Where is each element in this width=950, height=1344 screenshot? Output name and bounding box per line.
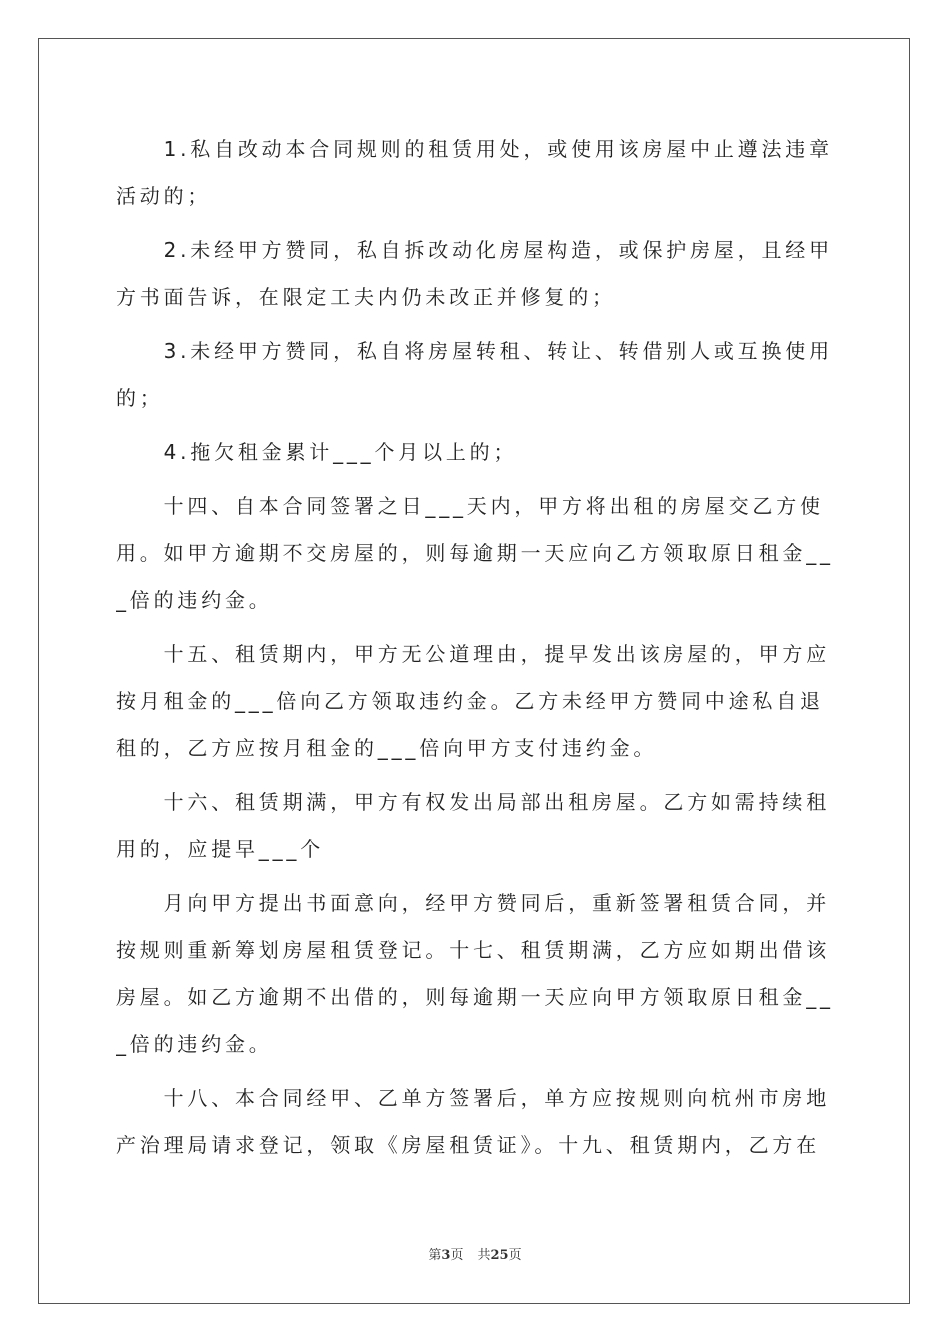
footer-total-suffix: 页 [508,1248,522,1263]
text-line: 房屋。如乙方逾期不出借的，则每逾期一天应向甲方领取原日租金__ [116,985,834,1009]
text-line: 的； [116,386,164,410]
text-line: 十六、租赁期满，甲方有权发出局部出租房屋。乙方如需持续租 [116,790,830,814]
paragraph [116,779,836,873]
text-line: 方书面告诉，在限定工夫内仍未改正并修复的； [116,285,616,309]
text-line: 租的，乙方应按月租金的___倍向甲方支付违约金。 [116,736,658,760]
total-page-count: 25 [490,1248,509,1263]
footer-prefix: 第 [428,1248,442,1263]
text-line: 月向甲方提出书面意向，经甲方赞同后，重新签署租赁合同，并 [116,891,830,915]
text-line: _倍的违约金。 [116,588,273,612]
document-body [116,126,836,1169]
paragraph [116,429,836,476]
text-line: 十五、租赁期内，甲方无公道理由，提早发出该房屋的，甲方应 [116,642,830,666]
paragraph [116,880,836,1068]
text-line: 产治理局请求登记，领取《房屋租赁证》。十九、租赁期内，乙方在 [116,1133,820,1157]
text-line: 十八、本合同经甲、乙单方签署后，单方应按规则向杭州市房地 [116,1086,830,1110]
text-line: 按规则重新筹划房屋租赁登记。十七、租赁期满，乙方应如期出借该 [116,938,830,962]
page-footer [0,1244,950,1263]
current-page-number: 3 [441,1248,451,1263]
footer-total-prefix: 共 [477,1248,491,1263]
text-line: 4.拖欠租金累计___个月以上的； [116,440,518,464]
paragraph [116,126,836,220]
text-line: 十四、自本合同签署之日___天内，甲方将出租的房屋交乙方使 [116,494,824,518]
text-line: 用的，应提早___个 [116,837,324,861]
text-line: 按月租金的___倍向乙方领取违约金。乙方未经甲方赞同中途私自退 [116,689,824,713]
paragraph [116,227,836,321]
text-line: _倍的违约金。 [116,1032,273,1056]
text-line: 3.未经甲方赞同，私自将房屋转租、转让、转借别人或互换使用 [116,339,833,363]
paragraph [116,631,836,772]
text-line: 1.私自改动本合同规则的租赁用处，或使用该房屋中止遵法违章 [116,137,833,161]
text-line: 2.未经甲方赞同，私自拆改动化房屋构造，或保护房屋，且经甲 [116,238,833,262]
text-line: 活动的； [116,184,212,208]
paragraph [116,1075,836,1169]
paragraph [116,328,836,422]
footer-page-suffix: 页 [450,1248,464,1263]
text-line: 用。如甲方逾期不交房屋的，则每逾期一天应向乙方领取原日租金__ [116,541,834,565]
paragraph [116,483,836,624]
